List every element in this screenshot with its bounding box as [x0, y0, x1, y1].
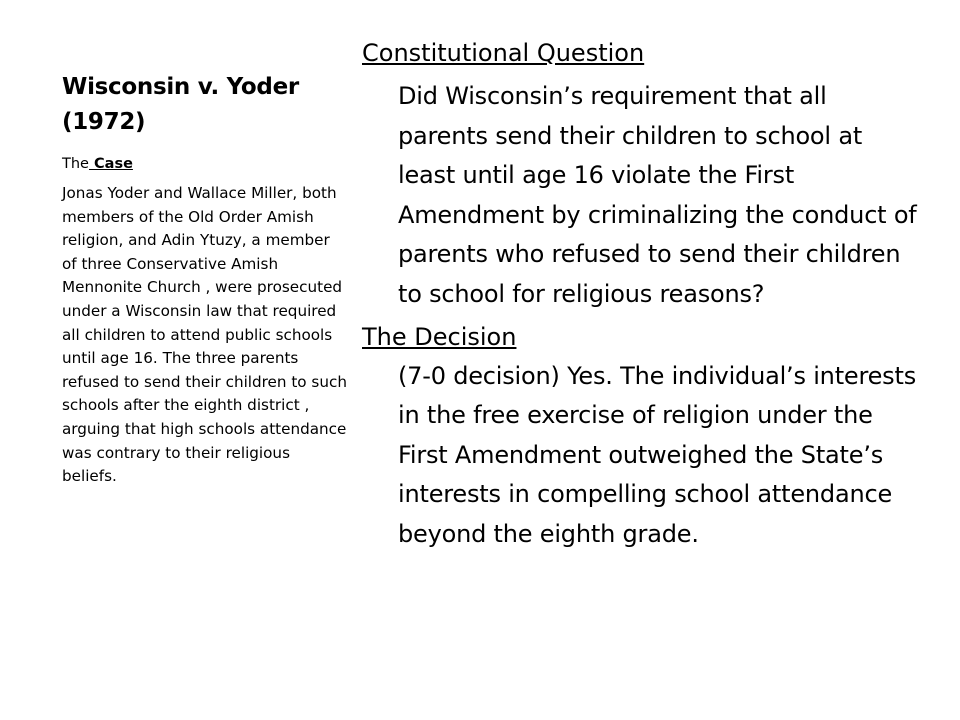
left-column — [62, 70, 347, 489]
slide-title-line-2: (1972) — [62, 109, 146, 135]
decision-heading: The Decision — [362, 322, 517, 351]
case-description: Jonas Yoder and Wallace Miller, both members of the Old Order Amish religion, and Adin Ytuzy, a member of three Conservative Amish Mennonite Church , were prosecuted under a Wisconsin law that required all children to attend public schools until age 16. The three parents refused to send their children to such schools after the eighth district , arguing that high schools attendance was contrary to their religious beliefs. — [62, 184, 347, 486]
slide-title — [62, 70, 347, 140]
case-heading-prefix: The — [62, 156, 89, 172]
decision-text: (7-0 decision) Yes. The individual’s interests in the free exercise of religion under the First Amendment outweighed the State’s interests in compelling school attendance beyond the eighth grade. — [398, 361, 916, 548]
right-column — [362, 33, 922, 555]
question-text: Did Wisconsin’s requirement that all parents send their children to school at least until age 16 violate the First Amendment by criminalizing the conduct of parents who refused to send their children to school for religious reasons? — [398, 82, 917, 308]
case-heading — [62, 154, 347, 174]
case-heading-link[interactable]: Case — [88, 156, 133, 172]
question-heading: Constitutional Question — [362, 39, 645, 67]
slide-title-line-1: Wisconsin v. Yoder — [62, 74, 299, 100]
